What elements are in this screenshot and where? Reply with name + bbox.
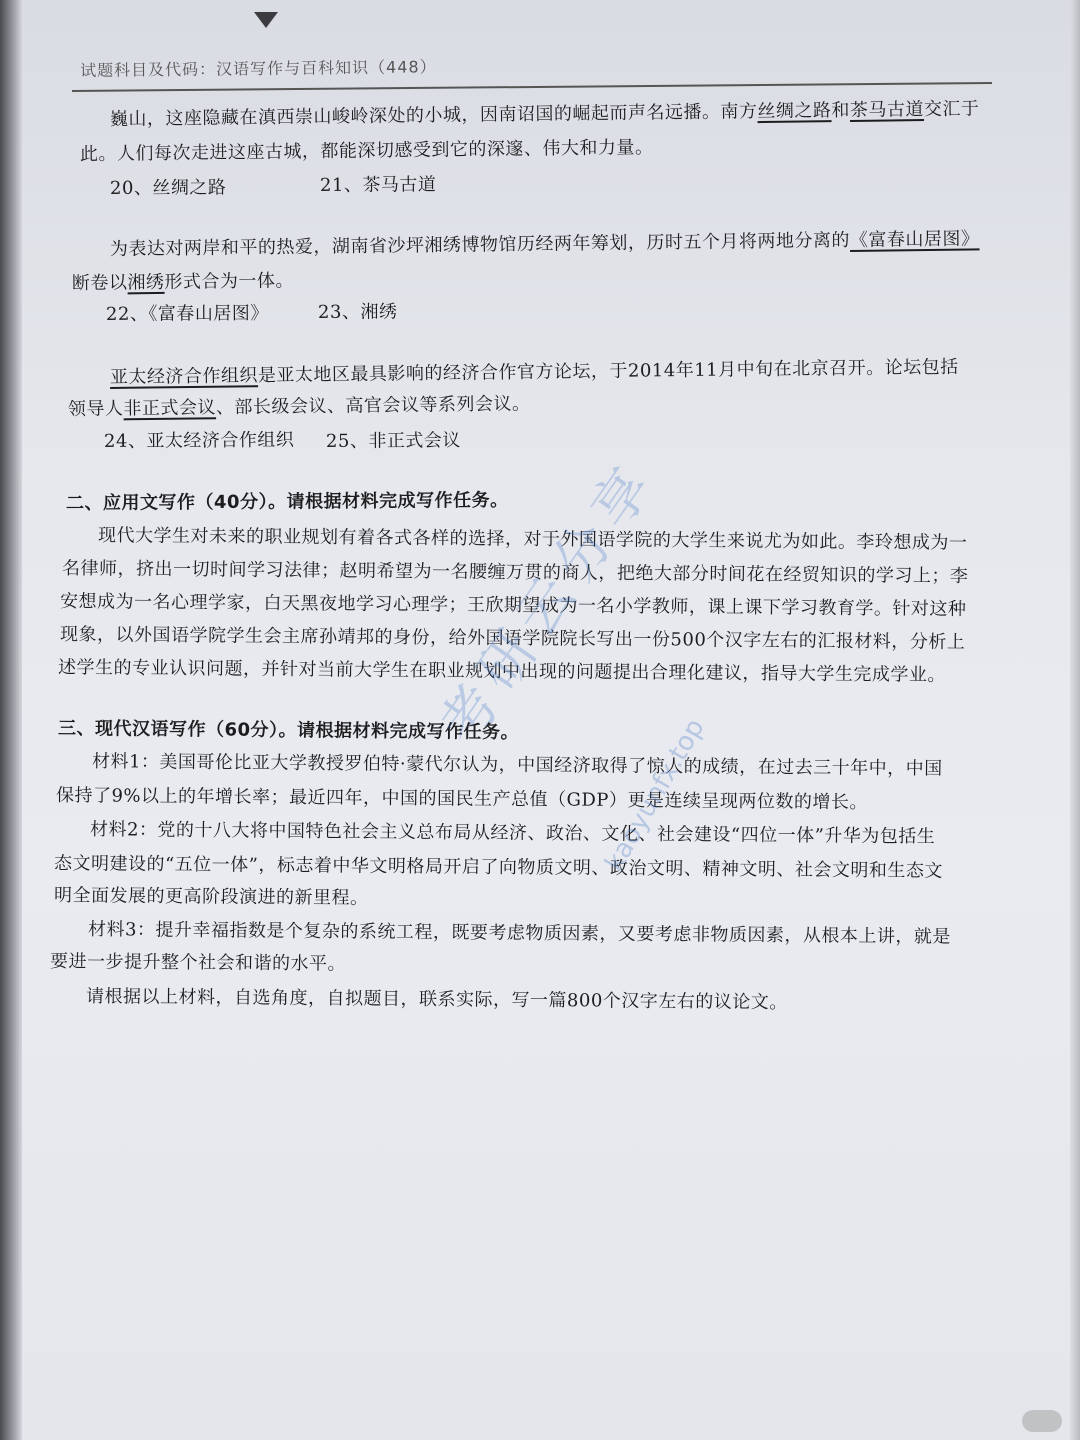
p2-line1: [110, 227, 980, 262]
p2-text-pre: 断卷以: [71, 272, 128, 294]
p3-text-post: 、部长级会议、高官会议等系列会议。: [215, 393, 531, 419]
p1-line2: 此。人们每次走进这座古城，都能深切感受到它的深邃、伟大和力量。: [79, 136, 654, 165]
section3-line-8: 请根据以上材料，自选角度，自拟题目，联系实际，写一篇800个汉字左右的议论文。: [85, 986, 788, 1014]
p1-text-end: 交汇于: [923, 98, 980, 121]
term-informal-meeting: 非正式会议: [123, 397, 217, 420]
section3-line-6: 材料3：提升幸福指数是个复杂的系统工程，既要考虑物质因素，又要考虑非物质因素，从根本上讲，就是: [87, 919, 952, 948]
page-left-shadow: [0, 0, 22, 1440]
section3-line-3: 材料2：党的十八大将中国特色社会主义总布局从经济、政治、文化、社会建设“四位一体”升华为包括生: [89, 819, 936, 848]
p2-text: 为表达对两岸和平的热爱，湖南省沙坪湘绣博物馆历经两年筹划，历时五个月将两地分离的: [109, 229, 851, 260]
exam-header: 试题科目及代码：汉语写作与百科知识（448）: [80, 57, 437, 80]
p2-item-23: 23、湘绣: [317, 301, 398, 323]
watermark-url: kaoyunfx.top: [599, 713, 711, 877]
term-apec: 亚太经济合作组织: [109, 365, 259, 388]
binder-clip-mark: [254, 12, 278, 28]
section2-title: 二、应用文写作（40分）。请根据材料完成写作任务。: [65, 489, 509, 514]
term-fuchun-painting: 《富春山居图》: [849, 228, 980, 251]
term-xiang-embroidery: 湘绣: [127, 271, 165, 294]
p1-line1: [110, 97, 980, 132]
page-right-edge: [1070, 0, 1080, 1440]
p3-line1: [110, 356, 959, 390]
section2-line-1: 现代大学生对未来的职业规划有着各式各样的选择，对于外国语学院的大学生来说尤为如此。李玲想成为一: [97, 525, 968, 554]
term-tea-horse-road: 茶马古道: [849, 99, 925, 121]
header-rule: [72, 82, 992, 92]
section3-line-7: 要进一步提升整个社会和谐的水平。: [49, 951, 347, 975]
term-silk-road: 丝绸之路: [757, 100, 832, 123]
section2-line-3: 安想成为一名心理学家，白天黑夜地学习心理学；王欣期望成为一名小学教师，课上课下学习教育学。针对这种: [59, 591, 967, 620]
section2-line-2: 名律师，挤出一切时间学习法律；赵明希望为一名腰缠万贯的商人，把绝大部分时间花在经贸知识的学习上；李: [61, 558, 969, 587]
p3-text: 是亚太地区最具影响的经济合作官方论坛，于2014年11月中旬在北京召开。论坛包括: [257, 356, 959, 387]
p2-text-post: 形式合为一体。: [164, 270, 295, 293]
p2-line2: [72, 269, 294, 296]
section3-line-4: 态文明建设的“五位一体”，标志着中华文明格局开启了向物质文明、政治文明、精神文明、社会文明和生态文: [53, 853, 943, 882]
p2-item-22: 22、《富春山居图》: [105, 302, 269, 325]
watermark-text: 考研云分享: [427, 448, 670, 757]
section3-line-2: 保持了9%以上的年增长率；最近四年，中国的国民生产总值（GDP）更是连续呈现两位数的增长。: [55, 785, 869, 814]
section3-title: 三、现代汉语写作（60分）。请根据材料完成写作任务。: [57, 718, 520, 744]
section2-line-5: 述学生的专业认识问题，并针对当前大学生在职业规划中出现的问题提出合理化建议，指导大学生完成学业。: [57, 657, 947, 686]
p1-item-20: 20、丝绸之路: [109, 177, 227, 199]
section2-line-4: 现象，以外国语学院学生会主席孙靖邦的身份，给外国语学院院长写出一份500个汉字左右的汇报材料，分析上: [59, 624, 966, 653]
p1-text: 巍山，这座隐藏在滇西崇山峻岭深处的小城，因南诏国的崛起而声名远播。南方: [109, 101, 758, 130]
p3-line2: [68, 392, 531, 422]
section3-line-5: 明全面发展的更高阶段演进的新里程。: [53, 885, 369, 909]
p1-item-21: 21、茶马古道: [319, 174, 437, 196]
corner-badge: [1022, 1410, 1062, 1432]
p3-item-24: 24、亚太经济合作组织: [103, 429, 295, 452]
p3-text-pre: 领导人: [67, 398, 124, 420]
p1-and: 和: [831, 99, 851, 122]
section3-line-1: 材料1：美国哥伦比亚大学教授罗伯特·蒙代尔认为，中国经济取得了惊人的成绩，在过去三十年中，中国: [91, 751, 943, 780]
p3-item-25: 25、非正式会议: [325, 430, 461, 452]
